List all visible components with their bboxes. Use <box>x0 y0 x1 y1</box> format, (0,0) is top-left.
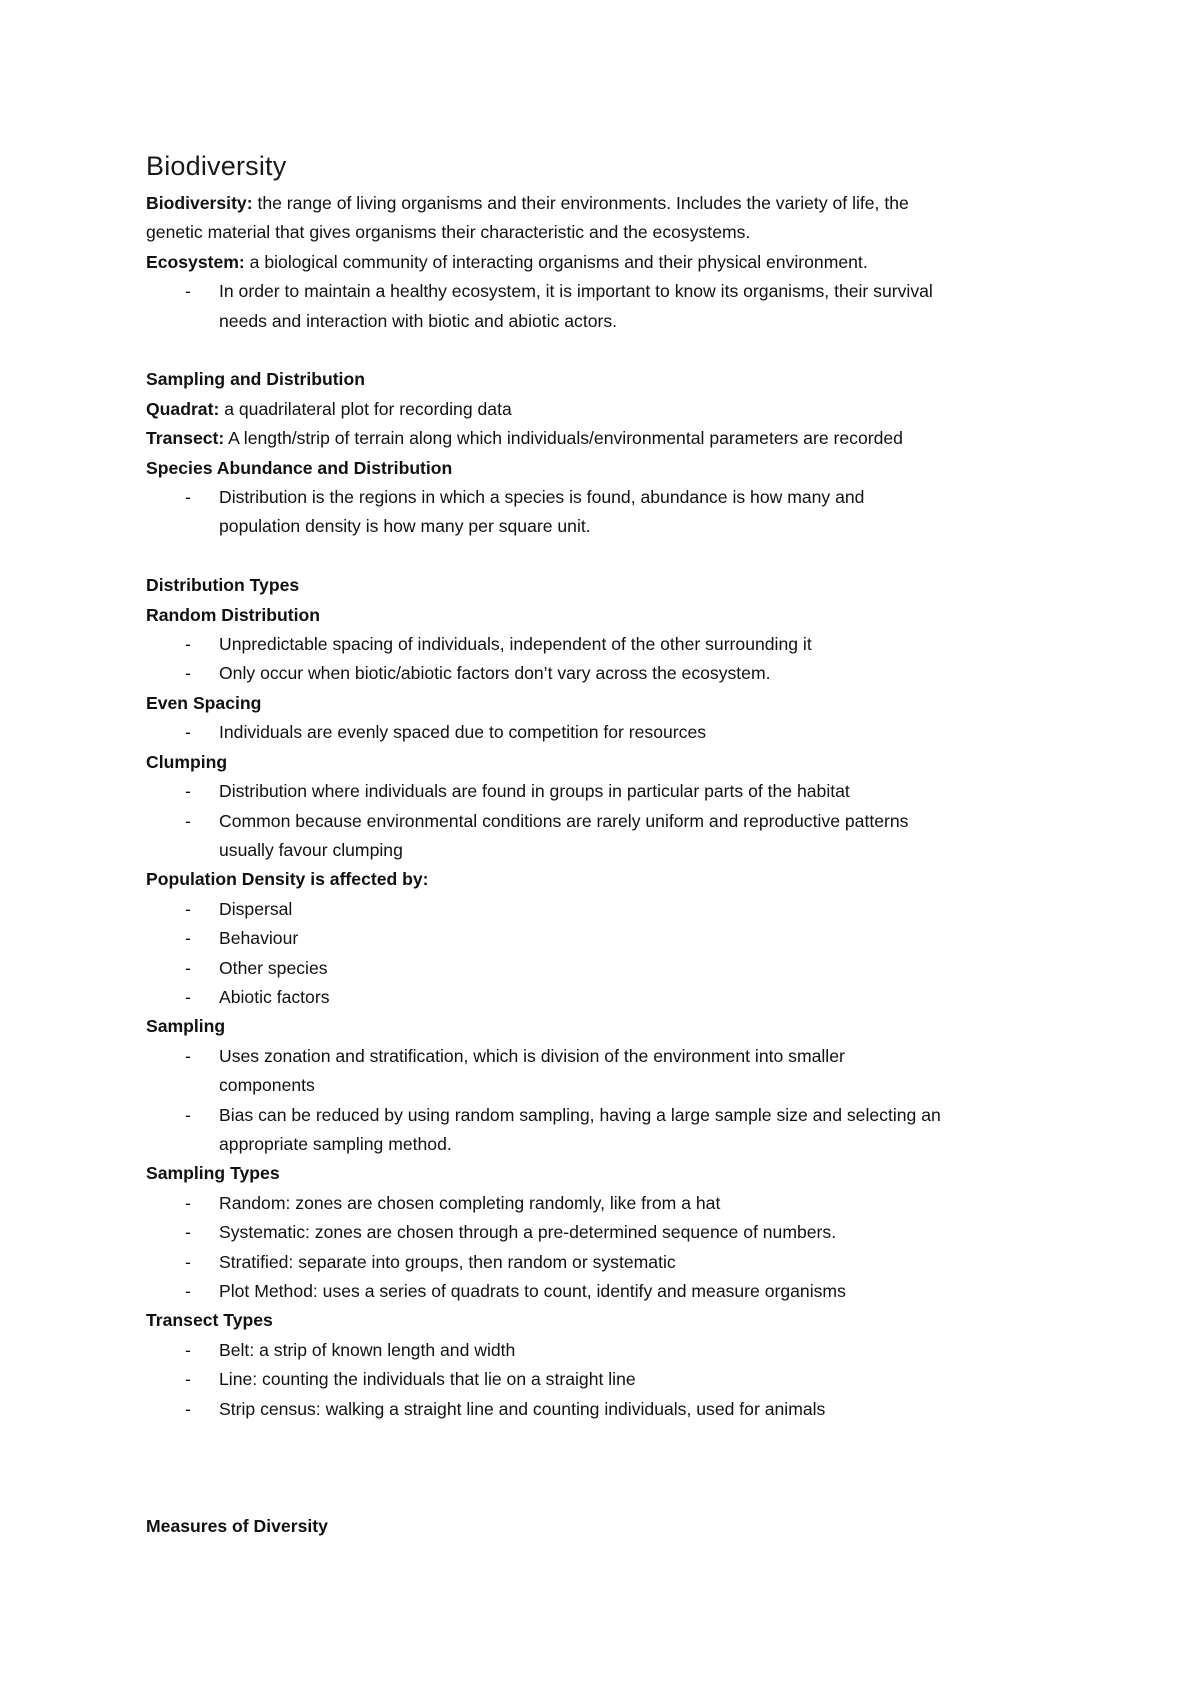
document-content <box>146 146 1076 1541</box>
term-transect: Transect: <box>146 428 225 449</box>
bullet-text: Other species <box>219 957 328 978</box>
bullet-dash: - <box>185 663 191 684</box>
definition-ecosystem <box>146 248 1076 277</box>
bullet-dash: - <box>185 634 191 655</box>
list-item <box>146 807 1076 866</box>
definition-transect <box>146 424 1076 453</box>
list-item <box>146 983 1076 1012</box>
list-item <box>146 924 1076 953</box>
bullet-text: needs and interaction with biotic and abiotic actors. <box>219 310 618 331</box>
bullet-dash: - <box>185 898 191 919</box>
subsection-heading: Clumping <box>146 751 228 772</box>
list-item <box>146 1248 1076 1277</box>
bullet-dash: - <box>185 1369 191 1390</box>
list-item <box>146 895 1076 924</box>
bullet-text: usually favour clumping <box>219 839 403 860</box>
bullet-text: Bias can be reduced by using random sampling, having a large sample size and selecting an <box>219 1104 941 1125</box>
spacer <box>146 1424 1076 1512</box>
definition-text: A length/strip of terrain along which individuals/environmental parameters are recorded <box>224 428 903 449</box>
spacer <box>146 336 1076 365</box>
bullet-text: Uses zonation and stratification, which is division of the environment into smaller <box>219 1045 845 1066</box>
list-item <box>146 718 1076 747</box>
list-item <box>146 954 1076 983</box>
bullet-text: In order to maintain a healthy ecosystem, it is important to know its organisms, their survival <box>219 281 933 302</box>
bullet-text: Line: counting the individuals that lie on a straight line <box>219 1369 636 1390</box>
page-title: Biodiversity <box>146 151 287 181</box>
bullet-text: Random: zones are chosen completing randomly, like from a hat <box>219 1192 721 1213</box>
bullet-dash: - <box>185 986 191 1007</box>
subsection-heading: Random Distribution <box>146 604 320 625</box>
section-heading: Sampling and Distribution <box>146 369 365 390</box>
bullet-text: Stratified: separate into groups, then random or systematic <box>219 1251 676 1272</box>
bullet-text: Unpredictable spacing of individuals, independent of the other surrounding it <box>219 634 812 655</box>
bullet-dash: - <box>185 1281 191 1301</box>
bullet-text: Plot Method: uses a series of quadrats to count, identify and measure organisms <box>219 1281 846 1301</box>
bullet-dash: - <box>185 1045 191 1066</box>
term-biodiversity: Biodiversity: <box>146 193 253 213</box>
list-item <box>146 1277 1076 1306</box>
subsection-heading: Even Spacing <box>146 692 262 713</box>
list-item <box>146 1042 1076 1101</box>
bullet-dash: - <box>185 781 191 802</box>
definition-text: the range of living organisms and their environments. Includes the variety of life, the <box>252 193 909 213</box>
list-item <box>146 1218 1076 1247</box>
definition-quadrat <box>146 395 1076 424</box>
bullet-text: Individuals are evenly spaced due to competition for resources <box>219 722 707 743</box>
list-item <box>146 777 1076 806</box>
term-ecosystem: Ecosystem: <box>146 251 245 272</box>
definition-biodiversity <box>146 189 1076 218</box>
bullet-dash: - <box>185 1251 191 1272</box>
section-heading: Distribution Types <box>146 575 300 596</box>
bullet-dash: - <box>185 810 191 831</box>
bullet-text: population density is how many per square unit. <box>219 516 591 537</box>
section-heading: Measures of Diversity <box>146 1516 328 1537</box>
bullet-text: Systematic: zones are chosen through a pre-determined sequence of numbers. <box>219 1222 837 1243</box>
spacer <box>146 542 1076 571</box>
bullet-dash: - <box>185 928 191 949</box>
bullet-text: Behaviour <box>219 928 299 949</box>
bullet-dash: - <box>185 1222 191 1243</box>
bullet-text: components <box>219 1075 315 1096</box>
bullet-dash: - <box>185 1398 191 1419</box>
subsection-heading: Transect Types <box>146 1310 273 1331</box>
definition-text: a biological community of interacting organisms and their physical environment. <box>244 251 868 272</box>
list-item <box>146 659 1076 688</box>
bullet-dash: - <box>185 1339 191 1360</box>
bullet-text: Abiotic factors <box>219 986 330 1007</box>
bullet-dash: - <box>185 487 191 508</box>
list-item <box>146 483 1076 542</box>
bullet-text: Only occur when biotic/abiotic factors don’t vary across the ecosystem. <box>219 663 771 684</box>
bullet-text: Belt: a strip of known length and width <box>219 1339 516 1360</box>
bullet-text: appropriate sampling method. <box>219 1133 452 1154</box>
bullet-dash: - <box>185 722 191 743</box>
bullet-text: Strip census: walking a straight line and counting individuals, used for animals <box>219 1398 826 1419</box>
list-item <box>146 1336 1076 1365</box>
subsection-heading: Population Density is affected by: <box>146 869 429 890</box>
definition-continued: genetic material that gives organisms their characteristic and the ecosystems. <box>146 222 751 243</box>
term-quadrat: Quadrat: <box>146 398 220 419</box>
bullet-dash: - <box>185 957 191 978</box>
subsection-heading: Sampling Types <box>146 1163 280 1184</box>
list-item <box>146 1395 1076 1424</box>
bullet-dash: - <box>185 1104 191 1125</box>
subsection-heading: Species Abundance and Distribution <box>146 457 453 478</box>
list-item <box>146 277 1076 336</box>
list-item <box>146 630 1076 659</box>
definition-text: a quadrilateral plot for recording data <box>219 398 512 419</box>
list-item <box>146 1189 1076 1218</box>
bullet-text: Common because environmental conditions are rarely uniform and reproductive patterns <box>219 810 909 831</box>
bullet-dash: - <box>185 1192 191 1213</box>
list-item <box>146 1101 1076 1160</box>
list-item <box>146 1365 1076 1394</box>
bullet-text: Distribution is the regions in which a species is found, abundance is how many and <box>219 487 865 508</box>
bullet-text: Dispersal <box>219 898 293 919</box>
subsection-heading: Sampling <box>146 1016 226 1037</box>
bullet-text: Distribution where individuals are found in groups in particular parts of the habitat <box>219 781 850 802</box>
bullet-dash: - <box>185 281 191 302</box>
